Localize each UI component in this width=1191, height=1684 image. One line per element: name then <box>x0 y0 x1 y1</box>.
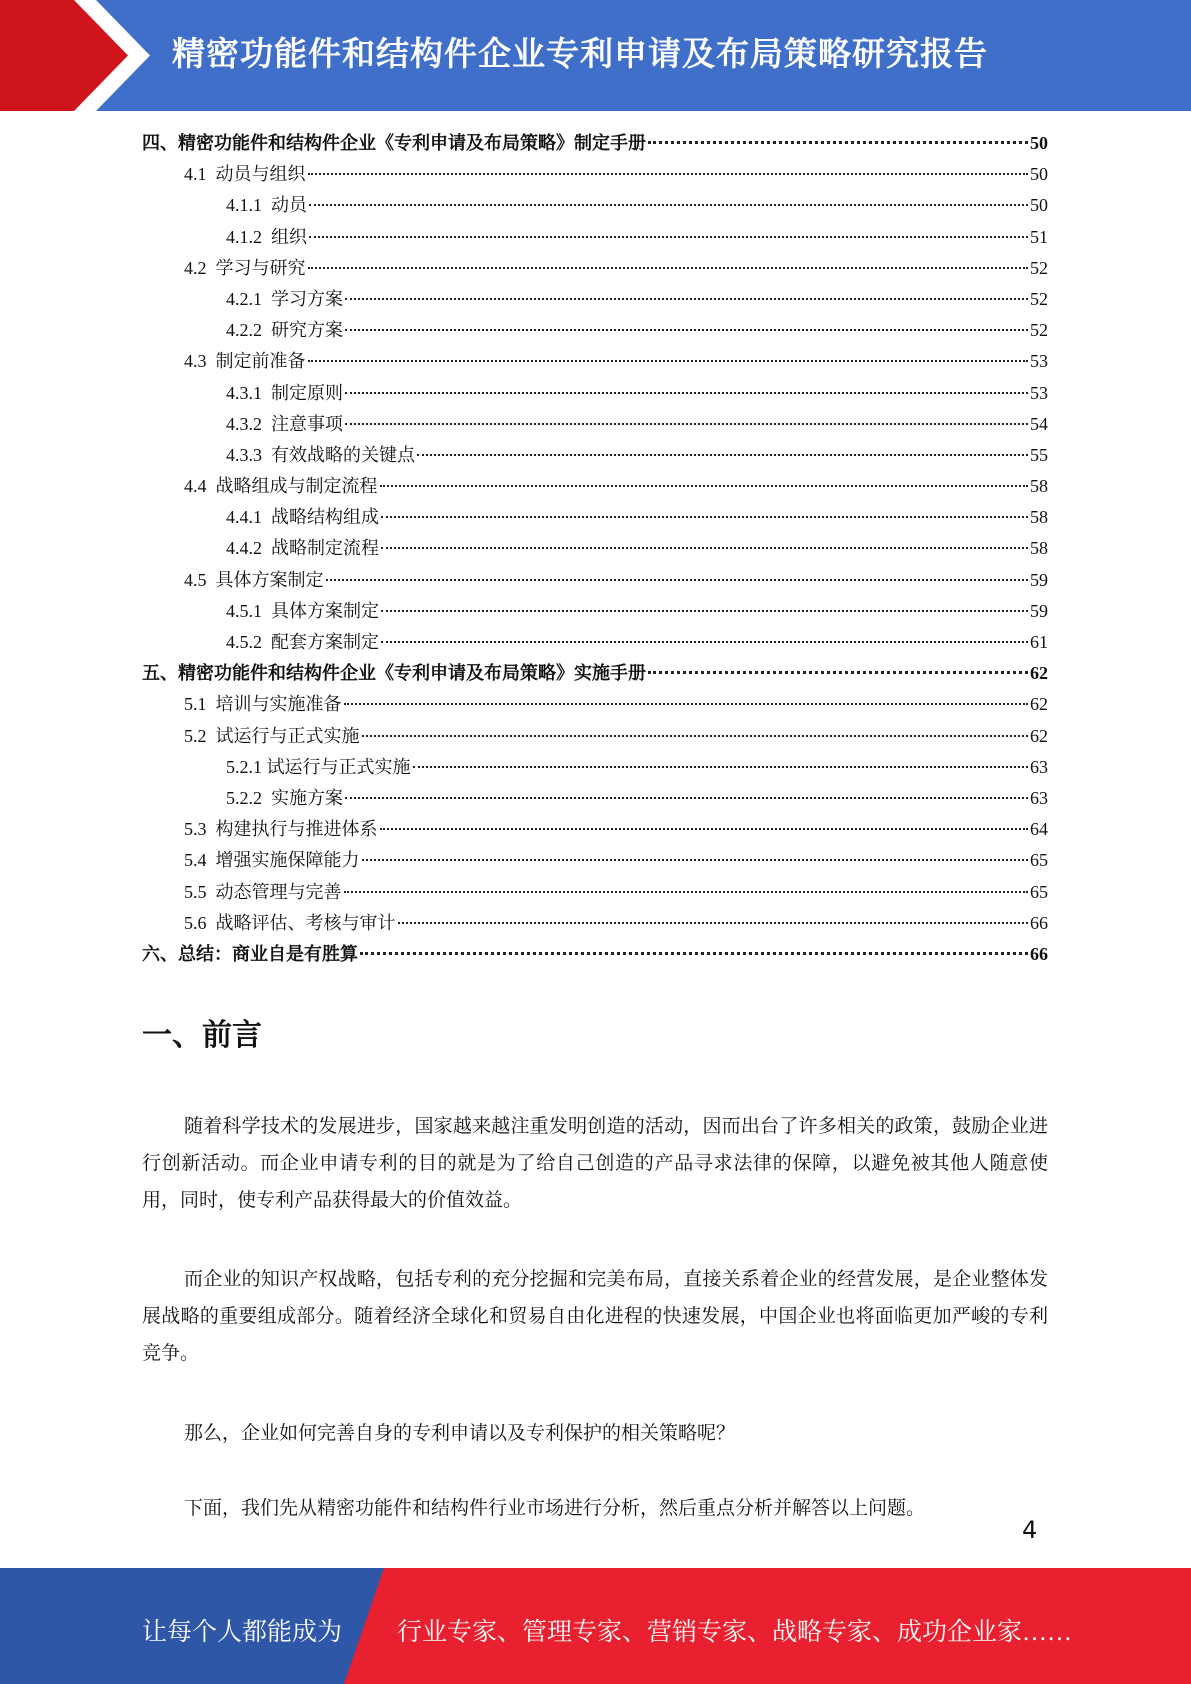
toc-entry-title: 学习方案 <box>271 288 343 309</box>
toc-entry[interactable] <box>142 721 1048 752</box>
toc-entry[interactable] <box>142 533 1048 564</box>
toc-entry-page: 52 <box>1030 257 1048 278</box>
toc-entry-number: 4.1 <box>184 164 216 185</box>
toc-dot-leader <box>648 671 1028 674</box>
toc-entry-number: 五、 <box>142 663 178 684</box>
paragraph: 随着科学技术的发展进步，国家越来越注重发明创造的活动，因而出台了许多相关的政策，鼓励企业进行创新活动。而企业申请专利的目的就是为了给自己创造的产品寻求法律的保障，以避免被其他人随意使用，同时，使专利产品获得最大的价值效益。 <box>142 1116 1048 1211</box>
toc-entry[interactable] <box>142 222 1048 253</box>
toc-dot-leader <box>345 298 1028 300</box>
toc-entry[interactable] <box>142 814 1048 845</box>
toc-entry-title: 试运行与正式实施 <box>215 725 360 746</box>
toc-dot-leader <box>345 392 1028 394</box>
toc-dot-leader <box>381 610 1028 612</box>
toc-dot-leader <box>309 236 1028 238</box>
toc-entry[interactable] <box>142 159 1048 190</box>
toc-entry-title: 有效战略的关键点 <box>271 444 415 465</box>
toc-dot-leader <box>326 579 1029 581</box>
toc-dot-leader <box>345 797 1028 799</box>
toc-entry-number: 4.1.1 <box>226 195 271 216</box>
toc-dot-leader <box>309 204 1028 206</box>
toc-dot-leader <box>417 454 1028 456</box>
toc-entry-title: 动员 <box>271 195 307 216</box>
toc-entry[interactable] <box>142 783 1048 814</box>
toc-entry-title: 构建执行与推进体系 <box>215 819 378 840</box>
toc-entry[interactable] <box>142 908 1048 939</box>
toc-entry-page: 55 <box>1030 444 1048 465</box>
footer-slogan-right: 行业专家、管理专家、营销专家、战略专家、成功企业家…… <box>397 1619 1073 1646</box>
footer-slogan-left: 让每个人都能成为 <box>142 1619 343 1646</box>
toc-entry-title: 增强实施保障能力 <box>215 850 360 871</box>
toc-entry-page: 61 <box>1030 632 1048 652</box>
toc-entry-title: 战略结构组成 <box>271 507 379 528</box>
toc-entry-page: 59 <box>1030 569 1048 590</box>
toc-entry-page: 52 <box>1030 320 1048 341</box>
toc-entry[interactable] <box>142 845 1048 876</box>
toc-dot-leader <box>308 360 1029 362</box>
toc-dot-leader <box>344 891 1029 893</box>
paragraph: 那么，企业如何完善自身的专利申请以及专利保护的相关策略呢？ <box>184 1423 736 1444</box>
toc-entry-page: 66 <box>1030 912 1048 933</box>
toc-entry-title: 配套方案制定 <box>271 632 379 652</box>
toc-entry[interactable] <box>142 253 1048 284</box>
toc-entry-number: 4.3.2 <box>226 413 271 434</box>
toc-entry-page: 58 <box>1030 476 1048 497</box>
toc-entry-page: 63 <box>1030 756 1048 777</box>
toc-entry-page: 65 <box>1030 881 1048 902</box>
toc-entry-number: 4.5 <box>184 569 216 590</box>
toc-dot-leader <box>308 173 1029 175</box>
toc-entry[interactable] <box>142 565 1048 596</box>
toc-entry-page: 65 <box>1030 850 1048 871</box>
toc-entry-number: 六、 <box>142 943 178 964</box>
toc-entry-title: 学习与研究 <box>215 257 306 278</box>
toc-entry-title: 制定前准备 <box>215 351 306 372</box>
toc-entry-title: 实施方案 <box>271 787 343 808</box>
toc-entry-page: 50 <box>1030 195 1048 216</box>
toc-entry-page: 50 <box>1030 133 1048 153</box>
page-number: 4 <box>1022 1516 1038 1544</box>
header-arrow-graphic <box>0 0 150 111</box>
toc-dot-leader <box>648 141 1028 144</box>
toc-entry[interactable] <box>142 877 1048 908</box>
toc-entry-page: 62 <box>1030 725 1048 746</box>
toc-entry[interactable] <box>142 190 1048 221</box>
toc-dot-leader <box>381 516 1028 518</box>
toc-dot-leader <box>360 952 1028 955</box>
toc-entry-page: 58 <box>1030 507 1048 528</box>
toc-entry-number: 4.3.3 <box>226 444 271 465</box>
toc-dot-leader <box>362 735 1029 737</box>
toc-entry-title: 制定原则 <box>271 382 343 403</box>
toc-entry[interactable] <box>142 627 1048 658</box>
toc-entry-number: 4.3 <box>184 351 216 372</box>
toc-entry-page: 53 <box>1030 382 1048 403</box>
toc-entry-number: 5.2 <box>184 725 216 746</box>
toc-entry[interactable] <box>142 378 1048 409</box>
toc-entry-page: 62 <box>1030 694 1048 715</box>
toc-entry[interactable] <box>142 596 1048 627</box>
toc-entry-page: 59 <box>1030 600 1048 621</box>
header-title: 精密功能件和结构件企业专利申请及布局策略研究报告 <box>172 34 988 73</box>
toc-entry-number: 四、 <box>142 133 178 153</box>
toc-entry[interactable] <box>142 658 1048 689</box>
toc-entry-number: 4.4 <box>184 476 216 497</box>
toc-entry[interactable] <box>142 752 1048 783</box>
toc-entry-number: 4.1.2 <box>226 226 271 247</box>
toc-entry-page: 58 <box>1030 538 1048 559</box>
table-of-contents <box>142 128 1048 970</box>
toc-entry[interactable] <box>142 689 1048 720</box>
toc-entry[interactable] <box>142 128 1048 159</box>
toc-entry-title: 试运行与正式实施 <box>266 756 411 777</box>
toc-dot-leader <box>345 329 1028 331</box>
toc-entry-title: 组织 <box>271 226 307 247</box>
toc-entry[interactable] <box>142 939 1048 970</box>
toc-entry-title: 注意事项 <box>271 413 343 434</box>
toc-entry[interactable] <box>142 346 1048 377</box>
toc-dot-leader <box>345 423 1028 425</box>
toc-entry-number: 4.3.1 <box>226 382 271 403</box>
toc-entry-number: 5.2.1 <box>226 756 267 777</box>
toc-entry-number: 5.5 <box>184 881 216 902</box>
toc-dot-leader <box>380 485 1029 487</box>
toc-dot-leader <box>381 641 1028 643</box>
toc-dot-leader <box>398 922 1029 924</box>
toc-entry-number: 5.1 <box>184 694 216 715</box>
toc-entry-number: 5.4 <box>184 850 216 871</box>
toc-entry[interactable] <box>142 315 1048 346</box>
toc-entry-title: 具体方案制定 <box>215 569 324 590</box>
toc-entry-title: 战略制定流程 <box>271 538 379 559</box>
toc-entry-title: 战略组成与制定流程 <box>215 476 378 497</box>
paragraph: 下面，我们先从精密功能件和结构件行业市场进行分析，然后重点分析并解答以上问题。 <box>184 1498 926 1519</box>
toc-entry-page: 64 <box>1030 819 1048 840</box>
toc-entry-page: 51 <box>1030 226 1048 247</box>
toc-dot-leader <box>381 547 1028 549</box>
toc-entry-page: 63 <box>1030 787 1048 808</box>
toc-entry-number: 5.3 <box>184 819 216 840</box>
toc-entry-page: 50 <box>1030 164 1048 185</box>
toc-entry-number: 4.5.1 <box>226 600 271 621</box>
toc-entry-title: 总结：商业自是有胜算 <box>178 943 358 964</box>
toc-dot-leader <box>413 766 1029 768</box>
toc-entry-title: 精密功能件和结构件企业《专利申请及布局策略》实施手册 <box>178 663 646 684</box>
toc-entry[interactable] <box>142 502 1048 533</box>
toc-dot-leader <box>380 828 1029 830</box>
toc-entry-number: 5.6 <box>184 912 216 933</box>
page-header <box>0 0 1191 111</box>
toc-dot-leader <box>308 267 1029 269</box>
toc-entry-number: 4.5.2 <box>226 632 271 652</box>
paragraph: 而企业的知识产权战略，包括专利的充分挖掘和完美布局，直接关系着企业的经营发展，是企业整体发展战略的重要组成部分。随着经济全球化和贸易自由化进程的快速发展，中国企业也将面临更加严峻的专利竞争。 <box>142 1269 1048 1364</box>
toc-entry-number: 4.4.1 <box>226 507 271 528</box>
toc-dot-leader <box>362 859 1029 861</box>
toc-entry-title: 精密功能件和结构件企业《专利申请及布局策略》制定手册 <box>178 133 646 153</box>
toc-entry-title: 动态管理与完善 <box>215 881 342 902</box>
toc-dot-leader <box>344 703 1029 705</box>
toc-entry[interactable] <box>142 284 1048 315</box>
section-title: 一、前言 <box>142 1018 262 1053</box>
toc-entry-title: 战略评估、考核与审计 <box>215 912 396 933</box>
toc-entry-page: 52 <box>1030 288 1048 309</box>
toc-entry-number: 4.4.2 <box>226 538 271 559</box>
toc-entry[interactable] <box>142 409 1048 440</box>
toc-entry-number: 5.2.2 <box>226 787 271 808</box>
toc-entry-number: 4.2 <box>184 257 216 278</box>
toc-entry-page: 54 <box>1030 413 1048 434</box>
toc-entry-number: 4.2.1 <box>226 288 271 309</box>
toc-entry[interactable] <box>142 471 1048 502</box>
toc-entry-title: 动员与组织 <box>215 164 306 185</box>
toc-entry-page: 62 <box>1030 663 1048 684</box>
toc-entry-title: 研究方案 <box>271 320 343 341</box>
toc-entry[interactable] <box>142 440 1048 471</box>
toc-entry-number: 4.2.2 <box>226 320 271 341</box>
page-footer <box>0 1568 1191 1684</box>
toc-entry-page: 53 <box>1030 351 1048 372</box>
toc-entry-title: 培训与实施准备 <box>215 694 342 715</box>
toc-entry-title: 具体方案制定 <box>271 600 379 621</box>
toc-entry-page: 66 <box>1030 943 1048 964</box>
